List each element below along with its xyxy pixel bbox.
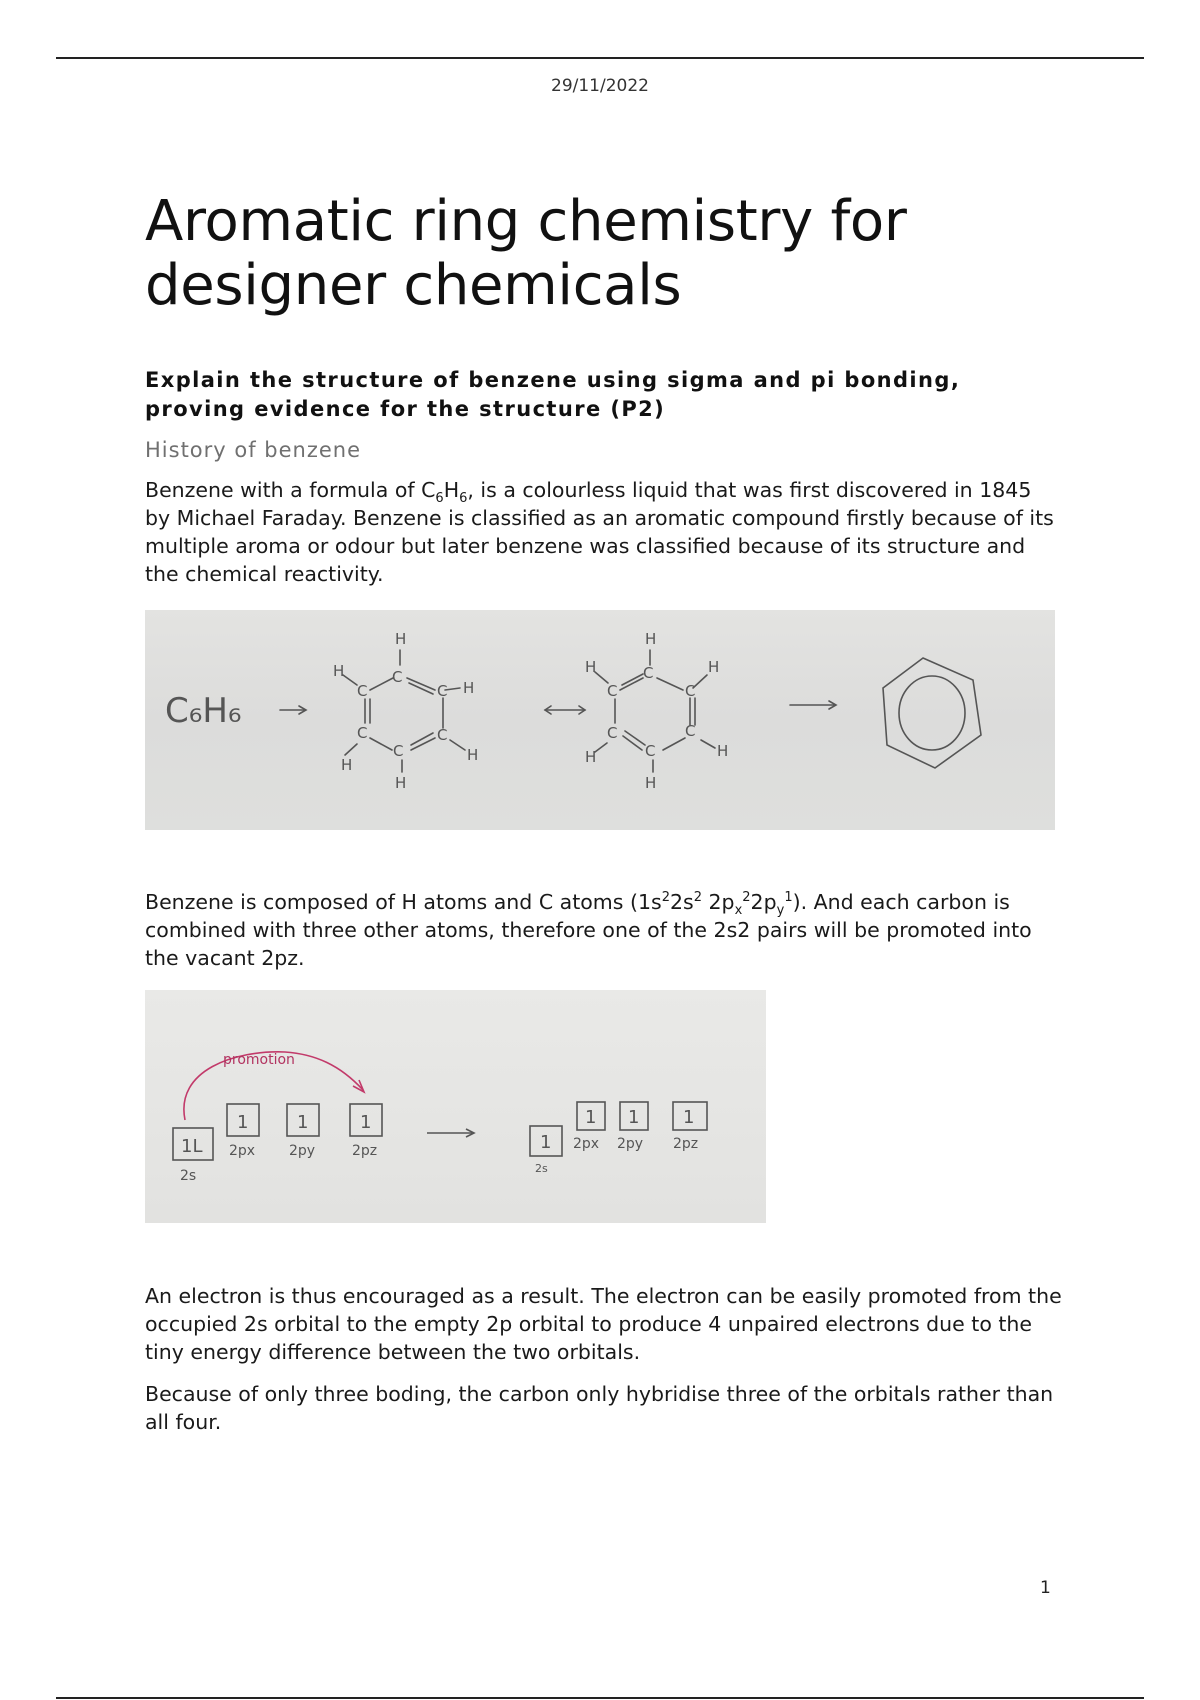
- footer-rule: [56, 1697, 1144, 1699]
- svg-text:H: H: [585, 658, 597, 676]
- orbital-promotion-drawing: [145, 990, 766, 1223]
- svg-text:C: C: [437, 726, 448, 744]
- p1-text-a: Benzene with a formula of C: [145, 478, 436, 502]
- box-2py-before: 1: [297, 1112, 309, 1133]
- svg-text:H: H: [341, 756, 353, 774]
- document-title: [145, 190, 1055, 318]
- label-2s-before: 2s: [180, 1168, 197, 1184]
- p2-t3: 2p: [701, 890, 735, 914]
- box-2pz-before: 1: [360, 1112, 372, 1133]
- box-2px-after: 1: [585, 1107, 597, 1128]
- paragraph-history: [145, 476, 1055, 588]
- svg-text:C: C: [393, 742, 404, 760]
- p2-t1: Benzene is composed of H atoms and C atoms (1s: [145, 890, 662, 914]
- label-2pz-after: 2pz: [673, 1136, 699, 1152]
- promotion-label: promotion: [223, 1052, 295, 1068]
- paragraph-composition-block: [145, 888, 1065, 972]
- box-2pz-after: 1: [683, 1107, 695, 1128]
- svg-text:H: H: [463, 679, 475, 697]
- box-2s-before: 1L: [181, 1136, 203, 1157]
- svg-text:C: C: [392, 668, 403, 686]
- section-subheading: History of benzene: [145, 438, 362, 462]
- svg-text:C: C: [437, 682, 448, 700]
- p1-sub-b: 6: [459, 491, 468, 507]
- title-line-1: Aromatic ring chemistry for: [145, 189, 907, 254]
- p2-sb1: x: [734, 903, 743, 919]
- p1-text-c: , is a colourless liquid that was first discovered in 1845 by Michael Faraday. Benzene is classified as an aromatic compound firstly because of its multiple aroma or odour but later benzene was classified because of its structure and the chemical reactivity.: [145, 478, 1054, 586]
- p1-text-b: H: [443, 478, 460, 502]
- p2-s4: 1: [784, 890, 793, 906]
- p2-t4: 2p: [750, 890, 777, 914]
- question-line-2: proving evidence for the structure (P2): [145, 397, 666, 421]
- p2-s3: 2: [742, 890, 751, 906]
- orbital-name-labels: [180, 1136, 698, 1184]
- kekule-atoms-2: [585, 630, 728, 792]
- svg-text:H: H: [708, 658, 720, 676]
- svg-text:H: H: [395, 630, 407, 648]
- svg-text:H: H: [333, 662, 345, 680]
- box-2py-after: 1: [628, 1107, 640, 1128]
- svg-text:C: C: [607, 682, 618, 700]
- label-2py-before: 2py: [289, 1143, 316, 1159]
- p2-t5: ). And each carbon is combined with three other atoms, therefore one of the 2s2 pairs will be promoted into the vacant 2pz.: [145, 890, 1032, 970]
- svg-text:H: H: [467, 746, 479, 764]
- box-2s-after: 1: [540, 1132, 552, 1153]
- benzene-structure-drawing: [145, 610, 1055, 830]
- svg-text:H: H: [645, 630, 657, 648]
- paragraphs-hybridisation: [145, 1282, 1065, 1436]
- svg-text:H: H: [585, 748, 597, 766]
- paragraph-promotion: An electron is thus encouraged as a result. The electron can be easily promoted from the occupied 2s orbital to the empty 2p orbital to produce 4 unpaired electrons due to the tiny energy difference between the two orbitals.: [145, 1284, 1062, 1364]
- p2-t2: 2s: [669, 890, 694, 914]
- svg-text:H: H: [717, 742, 729, 760]
- svg-text:C: C: [357, 682, 368, 700]
- p1-sub-a: 6: [435, 491, 444, 507]
- benzene-structure-figure: [145, 610, 1055, 830]
- box-2px-before: 1: [237, 1112, 249, 1133]
- p2-sb2: y: [776, 903, 785, 919]
- svg-text:C: C: [645, 742, 656, 760]
- question-line-1: Explain the structure of benzene using sigma and pi bonding,: [145, 368, 961, 392]
- label-2px-before: 2px: [229, 1143, 256, 1159]
- label-2pz-before: 2pz: [352, 1143, 378, 1159]
- label-2py-after: 2py: [617, 1136, 644, 1152]
- title-line-2: designer chemicals: [145, 253, 682, 318]
- svg-text:C: C: [685, 722, 696, 740]
- label-2s-after: 2s: [535, 1162, 548, 1175]
- svg-text:H: H: [395, 774, 407, 792]
- header-rule: [56, 57, 1144, 59]
- p2-s1: 2: [661, 890, 670, 906]
- paragraph-composition: [145, 888, 1065, 972]
- svg-text:H: H: [645, 774, 657, 792]
- benzene-formula: C₆H₆: [165, 691, 242, 731]
- p2-s2: 2: [693, 890, 702, 906]
- paragraph-hybridise: Because of only three boding, the carbon only hybridise three of the orbitals rather than all four.: [145, 1382, 1054, 1434]
- label-2px-after: 2px: [573, 1136, 600, 1152]
- document-body: [145, 190, 1055, 588]
- svg-text:C: C: [685, 682, 696, 700]
- page-number: 1: [1040, 1578, 1051, 1598]
- kekule-atoms-1: [333, 630, 478, 792]
- svg-text:C: C: [643, 664, 654, 682]
- header-date: 29/11/2022: [551, 76, 649, 96]
- question-heading: [145, 366, 1045, 424]
- svg-text:C: C: [607, 724, 618, 742]
- orbital-promotion-figure: [145, 990, 766, 1223]
- svg-text:C: C: [357, 724, 368, 742]
